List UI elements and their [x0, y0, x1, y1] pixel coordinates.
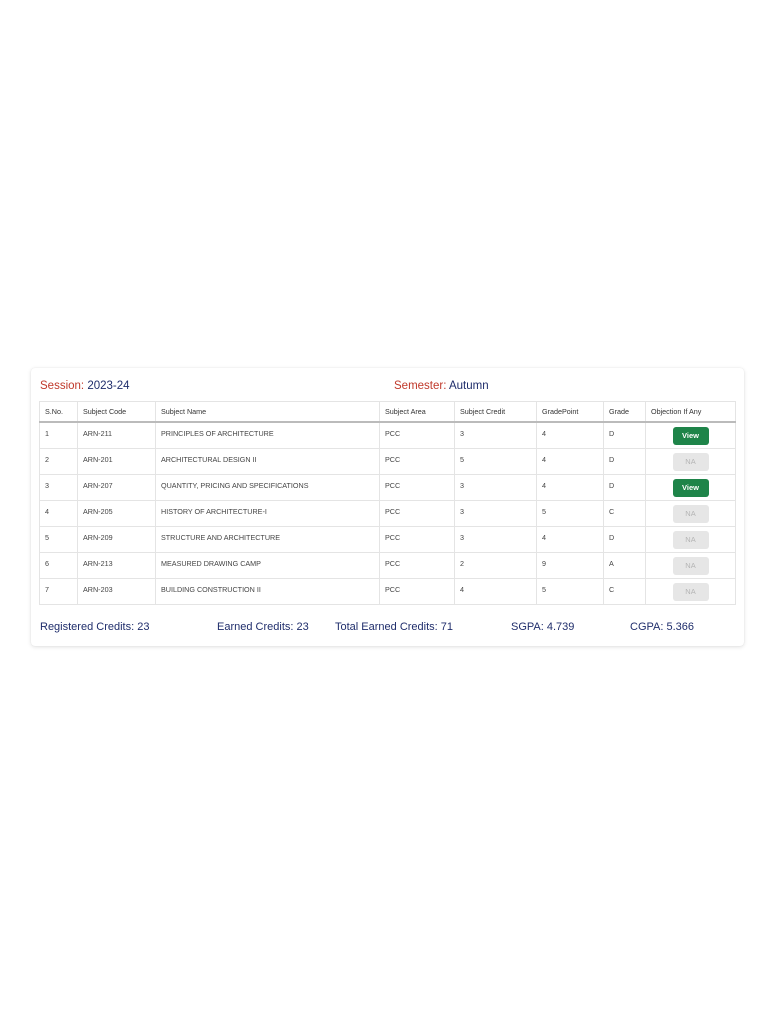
results-table [39, 401, 736, 605]
cell-subject-area: PCC [380, 474, 455, 500]
cell-sno: 3 [40, 474, 78, 500]
cell-subject-credit: 4 [455, 578, 537, 604]
na-objection-button: NA [673, 557, 709, 575]
cell-objection [646, 578, 736, 604]
column-header-subject-area: Subject Area [380, 402, 455, 423]
cell-grade: D [604, 422, 646, 448]
cell-sno: 4 [40, 500, 78, 526]
cell-gradepoint: 4 [537, 474, 604, 500]
column-header-subject-name: Subject Name [156, 402, 380, 423]
cell-sno: 1 [40, 422, 78, 448]
cell-subject-credit: 3 [455, 422, 537, 448]
cell-subject-credit: 3 [455, 526, 537, 552]
cell-subject-name: STRUCTURE AND ARCHITECTURE [156, 526, 380, 552]
cell-objection [646, 422, 736, 448]
sgpa: SGPA: 4.739 [511, 621, 575, 633]
semester-value: Autumn [448, 380, 489, 392]
cell-subject-area: PCC [380, 578, 455, 604]
cell-sno: 7 [40, 578, 78, 604]
na-objection-button: NA [673, 531, 709, 549]
session-info [40, 380, 130, 392]
column-header-subject-credit: Subject Credit [455, 402, 537, 423]
cell-sno: 2 [40, 448, 78, 474]
cell-subject-area: PCC [380, 526, 455, 552]
table-row [40, 526, 736, 552]
cell-grade: D [604, 526, 646, 552]
cell-subject-name: HISTORY OF ARCHITECTURE-I [156, 500, 380, 526]
view-objection-button[interactable]: View [673, 479, 709, 497]
cell-grade: D [604, 474, 646, 500]
na-objection-button: NA [673, 453, 709, 471]
cell-gradepoint: 9 [537, 552, 604, 578]
cell-gradepoint: 4 [537, 448, 604, 474]
cell-subject-area: PCC [380, 422, 455, 448]
cell-gradepoint: 4 [537, 526, 604, 552]
cell-grade: C [604, 578, 646, 604]
cell-subject-credit: 3 [455, 500, 537, 526]
cell-gradepoint: 4 [537, 422, 604, 448]
cell-objection [646, 500, 736, 526]
cell-subject-code: ARN-203 [78, 578, 156, 604]
cell-grade: D [604, 448, 646, 474]
registered-credits: Registered Credits: 23 [40, 621, 150, 633]
session-label: Session: [40, 380, 85, 392]
table-row [40, 552, 736, 578]
table-row [40, 474, 736, 500]
cell-gradepoint: 5 [537, 500, 604, 526]
na-objection-button: NA [673, 583, 709, 601]
cell-subject-credit: 2 [455, 552, 537, 578]
semester-label: Semester: [394, 380, 447, 392]
total-earned-credits: Total Earned Credits: 71 [335, 621, 454, 633]
result-card [31, 368, 744, 646]
cell-subject-name: MEASURED DRAWING CAMP [156, 552, 380, 578]
na-objection-button: NA [673, 505, 709, 523]
column-header-subject-code: Subject Code [78, 402, 156, 423]
cell-subject-code: ARN-209 [78, 526, 156, 552]
session-value: 2023-24 [87, 380, 130, 392]
table-row [40, 500, 736, 526]
cell-subject-area: PCC [380, 500, 455, 526]
table-row [40, 578, 736, 604]
cell-gradepoint: 5 [537, 578, 604, 604]
cell-subject-name: PRINCIPLES OF ARCHITECTURE [156, 422, 380, 448]
column-header-sno: S.No. [40, 402, 78, 423]
cell-subject-area: PCC [380, 448, 455, 474]
view-objection-button[interactable]: View [673, 427, 709, 445]
cell-grade: A [604, 552, 646, 578]
cell-objection [646, 526, 736, 552]
cell-subject-code: ARN-205 [78, 500, 156, 526]
table-header-row [40, 402, 736, 423]
table-row [40, 422, 736, 448]
cell-sno: 5 [40, 526, 78, 552]
cell-subject-credit: 3 [455, 474, 537, 500]
column-header-gradepoint: GradePoint [537, 402, 604, 423]
cell-subject-name: BUILDING CONSTRUCTION II [156, 578, 380, 604]
cell-subject-name: ARCHITECTURAL DESIGN II [156, 448, 380, 474]
earned-credits: Earned Credits: 23 [217, 621, 309, 633]
semester-info [394, 380, 489, 392]
cell-subject-code: ARN-211 [78, 422, 156, 448]
cell-subject-area: PCC [380, 552, 455, 578]
table-row [40, 448, 736, 474]
cell-objection [646, 552, 736, 578]
cell-sno: 6 [40, 552, 78, 578]
cell-subject-code: ARN-213 [78, 552, 156, 578]
cell-subject-code: ARN-207 [78, 474, 156, 500]
cgpa: CGPA: 5.366 [630, 621, 694, 633]
cell-subject-name: QUANTITY, PRICING AND SPECIFICATIONS [156, 474, 380, 500]
cell-subject-code: ARN-201 [78, 448, 156, 474]
column-header-objection: Objection If Any [646, 402, 736, 423]
column-header-grade: Grade [604, 402, 646, 423]
cell-grade: C [604, 500, 646, 526]
cell-objection [646, 448, 736, 474]
cell-objection [646, 474, 736, 500]
cell-subject-credit: 5 [455, 448, 537, 474]
